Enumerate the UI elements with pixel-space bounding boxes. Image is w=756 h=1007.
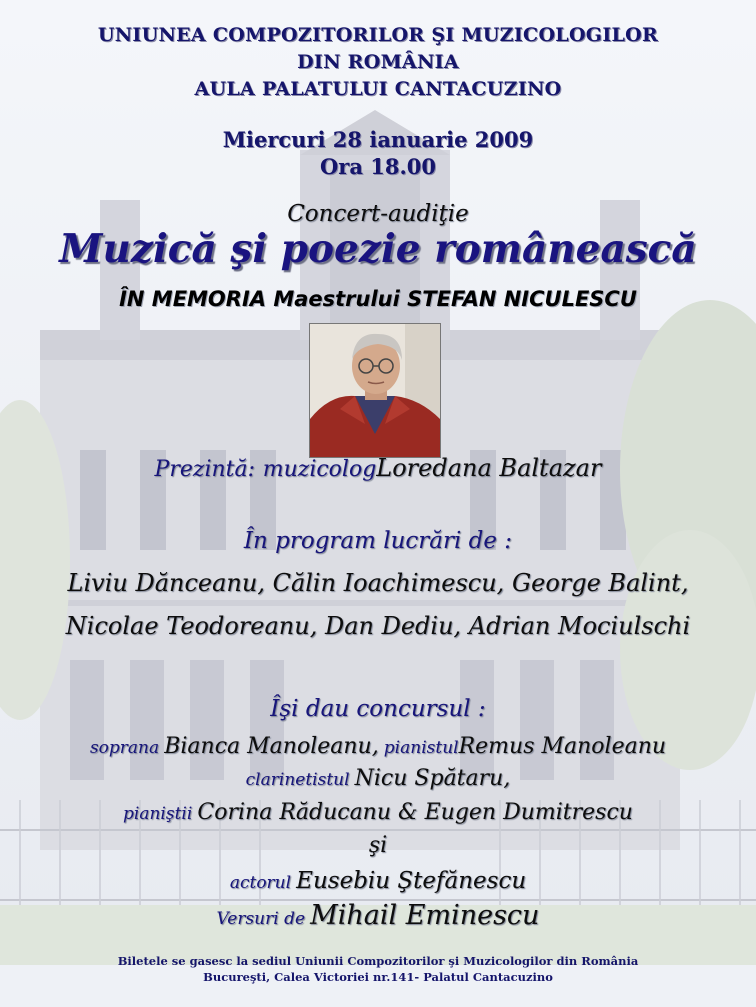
soprano-role: soprana (89, 738, 160, 758)
header-line-3: AULA PALATULUI CANTACUZINO (194, 78, 562, 100)
presenter-line (0, 454, 756, 482)
event-title: Muzică şi poezie românească (59, 226, 697, 272)
clarinet-role: clarinetistul (245, 770, 350, 790)
performers-heading: Îşi dau concursul : (270, 696, 486, 722)
pianist-name: Remus Manoleanu (458, 734, 667, 759)
pianists-role: pianiştii (123, 804, 193, 824)
footer-line-1: Biletele se gasesc la sediul Uniunii Compozitorilor şi Muzicologilor din România (117, 954, 639, 968)
program-heading: În program lucrări de : (243, 528, 513, 554)
verses-role: Versuri de (216, 909, 306, 929)
verses-name: Mihail Eminescu (310, 900, 540, 931)
actor-name: Eusebiu Ştefănescu (296, 868, 527, 894)
and-word: şi (368, 833, 388, 858)
verses-line (0, 900, 756, 931)
performers-line-actor (0, 868, 756, 894)
header-line-2: DIN ROMÂNIA (297, 51, 459, 73)
event-time: Ora 18.00 (319, 154, 437, 179)
soprano-name: Bianca Manoleanu, (164, 734, 379, 759)
composers-line-1: Liviu Dănceanu, Călin Ioachimescu, George Balint, (67, 569, 689, 597)
presenter-role: muzicolog (262, 457, 377, 482)
event-type: Concert-audiţie (287, 201, 469, 227)
pianists-names: Corina Răducanu & Eugen Dumitrescu (197, 800, 633, 825)
presenter-name: Loredana Baltazar (376, 454, 602, 482)
composers-line-2: Nicolae Teodoreanu, Dan Dediu, Adrian Mociulschi (65, 612, 691, 640)
pianist-role: pianistul (383, 738, 459, 758)
performers-line-soprano-pianist (0, 734, 756, 759)
header-line-1: UNIUNEA COMPOZITORILOR ŞI MUZICOLOGILOR (97, 24, 659, 46)
performers-line-pianists (0, 800, 756, 825)
performers-line-clarinet (0, 766, 756, 791)
presenter-prefix: Prezintă: (154, 457, 256, 482)
actor-role: actorul (229, 873, 292, 893)
footer-line-2: Bucureşti, Calea Victoriei nr.141- Palatul Cantacuzino (203, 970, 553, 984)
portrait-photo (309, 323, 441, 458)
clarinet-name: Nicu Spătaru, (354, 766, 511, 791)
event-date: Miercuri 28 ianuarie 2009 (222, 127, 534, 152)
memorial-line: ÎN MEMORIA Maestrului STEFAN NICULESCU (119, 287, 637, 311)
